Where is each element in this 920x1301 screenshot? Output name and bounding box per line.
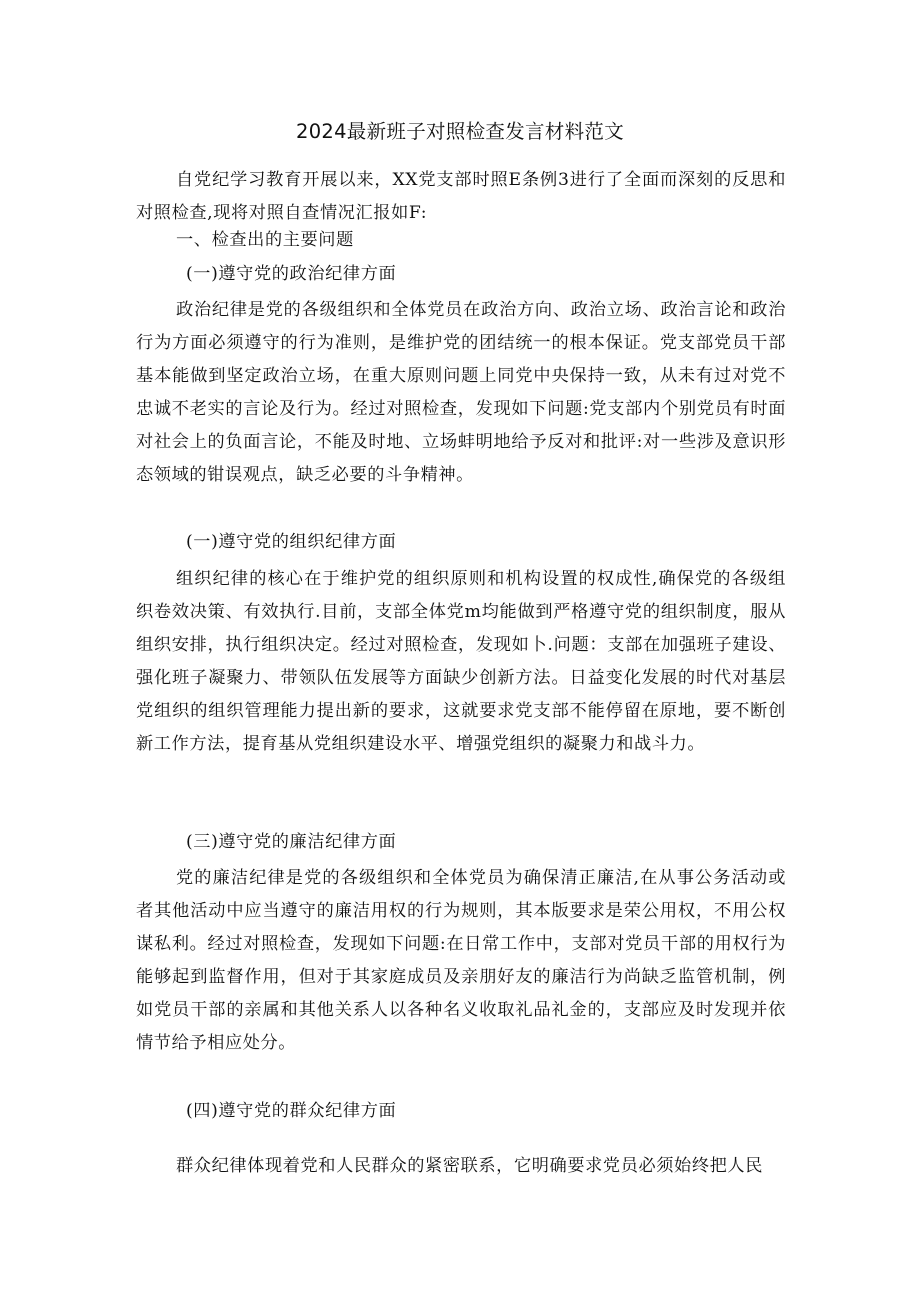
subsection-heading-integrity: (三)遵守党的廉洁纪律方面 [186, 832, 397, 852]
paragraph-organizational: 组织纪律的核心在于维护党的组织原则和机构设置的权成性,确保党的各级组织卷效决策、有效执行.目前，支部全体党m均能做到严格遵守党的组织制度，服从组织安排，执行组织决定。经过对照检查，发现如卜.问题：支部在加强班子建设、强化班子凝聚力、带领队伍发展等方面缺少创新方法。日益变化发展的时代对基层党组织的组织管理能力提出新的要求，这就要求党支部不能停留在原地，要不断创新工作方法，提育基从党组织建设水平、增强党组织的凝聚力和战斗力。 [136, 569, 786, 754]
paragraph-mass: 群众纪律体现着党和人民群众的紧密联系，它明确要求党员必须始终把人民 [176, 1156, 763, 1176]
paragraph-political: 政治纪律是党的各级组织和全体党员在政治方向、政治立场、政治言论和政治行为方面必须遵守的行为准则，是维护党的团结统一的根本保证。党支部党员干部基本能做到坚定政治立场，在重大原则问题上同党中央保持一致，从未有过对党不忠诚不老实的言论及行为。经过对照检查，发现如下问题:党支部内个别党员有时面对社会上的负面言论，不能及时地、立场蚌明地给予反对和批评:对一些涉及意识形态领域的钳误观点，缺乏必要的斗争精神。 [136, 300, 786, 485]
subsection-heading-mass: (四)遵守党的群众纪律方面 [186, 1101, 397, 1121]
document-title: 2024最新班子对照检查发言材料范文 [295, 120, 625, 143]
subsection-heading-political: (一)遵守党的政治纪律方面 [186, 264, 397, 284]
subsection-heading-organizational: (一)遵守党的组织纪律方面 [186, 532, 397, 552]
intro-paragraph: 自党纪学习教育开展以来，XX党支部时照E条例3进行了全面而深刻的反思和对照检查,现将对照自查情况汇报如F: [136, 170, 786, 223]
paragraph-integrity: 党的廉洁纪律是党的各级组织和全体党员为确保清正廉洁,在从事公务活动或者其他活动中应当遵守的廉洁用权的行为规则，其本版要求是荣公用权，不用公权谋私利。经过对照检查，发现如下问题:在日常工作中，支部对党员干部的用权行为能够起到监督作用，但对于其家庭成员及亲朋好友的廉洁行为尚缺乏监管机制，例如党员干部的亲属和其他关系人以各种名义收取礼品礼金的，支部应及时发现并依情节给予相应处分。 [136, 868, 786, 1053]
section-heading-problems: 一、检查出的主要问题 [176, 230, 354, 250]
